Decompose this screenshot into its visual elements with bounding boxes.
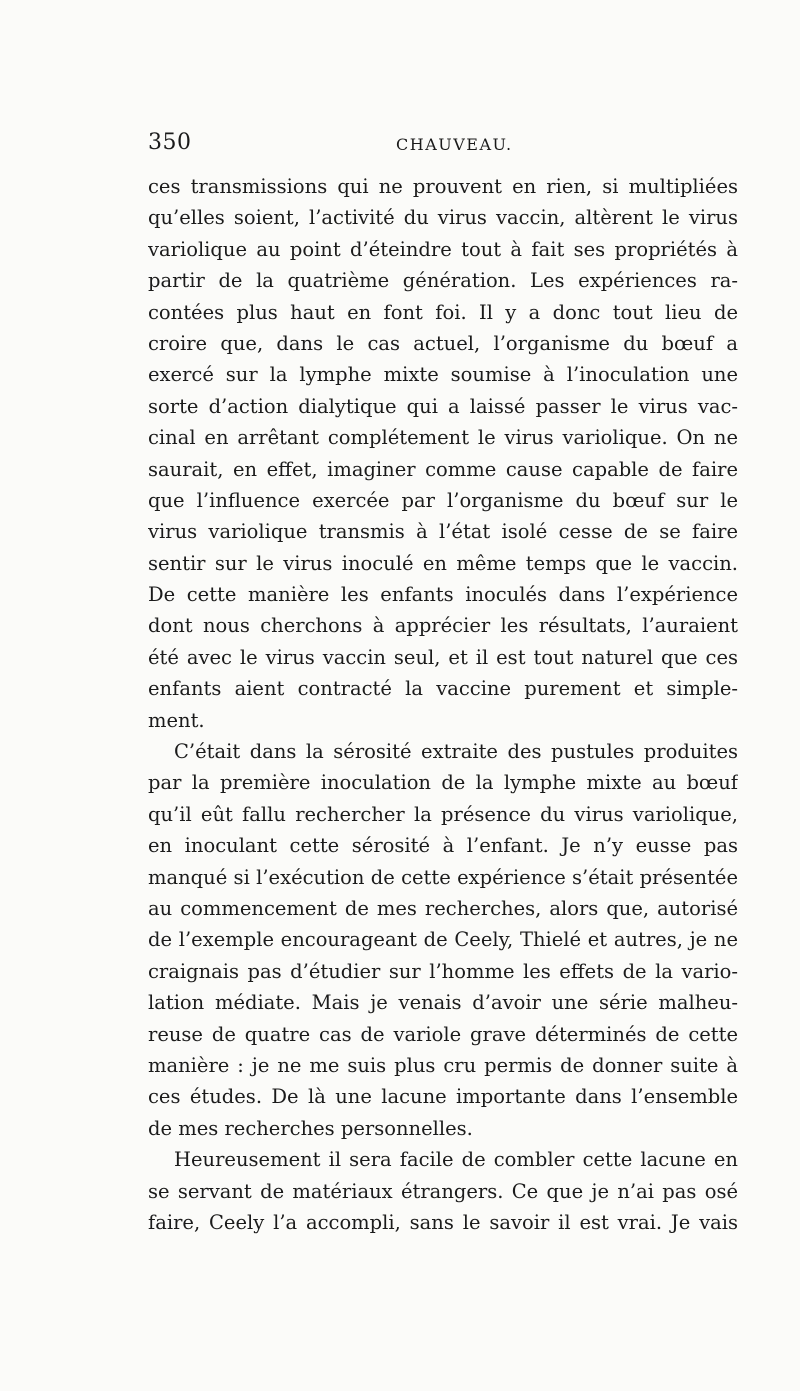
text-line: été avec le virus vaccin seul, et il est tout naturel que ces bbox=[148, 645, 738, 669]
text-line: de l’exemple encourageant de Ceely, Thielé et autres, je ne bbox=[148, 928, 738, 952]
text-line: dont nous cherchons à apprécier les résultats, l’auraient bbox=[148, 614, 738, 638]
text-line: au commencement de mes recherches, alors que, autorisé bbox=[148, 896, 738, 920]
text-line: enfants aient contracté la vaccine purement et simple- bbox=[148, 677, 738, 701]
text-line: partir de la quatrième génération. Les expériences ra- bbox=[148, 269, 738, 293]
text-line: reuse de quatre cas de variole grave déterminés de cette bbox=[148, 1022, 738, 1046]
text-line: qu’elles soient, l’activité du virus vaccin, altèrent le virus bbox=[148, 206, 738, 230]
text-line: sorte d’action dialytique qui a laissé passer le virus vac- bbox=[148, 394, 738, 418]
page-header bbox=[148, 130, 738, 160]
text-line: contées plus haut en font foi. Il y a donc tout lieu de bbox=[148, 300, 738, 324]
paragraph-2 bbox=[148, 736, 738, 1144]
page-number: 350 bbox=[148, 130, 192, 155]
body-text bbox=[148, 171, 738, 1238]
text-line: par la première inoculation de la lymphe mixte au bœuf bbox=[148, 771, 738, 795]
text-line: croire que, dans le cas actuel, l’organisme du bœuf a bbox=[148, 331, 738, 355]
text-line: C’était dans la sérosité extraite des pustules produites bbox=[174, 740, 738, 764]
text-line: que l’influence exercée par l’organisme du bœuf sur le bbox=[148, 488, 738, 512]
text-line: exercé sur la lymphe mixte soumise à l’inoculation une bbox=[148, 363, 738, 387]
text-line: en inoculant cette sérosité à l’enfant. Je n’y eusse pas bbox=[148, 834, 738, 858]
text-line: lation médiate. Mais je venais d’avoir une série malheu- bbox=[148, 991, 738, 1015]
text-line: de mes recherches personnelles. bbox=[148, 1116, 473, 1140]
text-line: cinal en arrêtant complétement le virus variolique. On ne bbox=[148, 426, 738, 450]
text-line: sentir sur le virus inoculé en même temps que le vaccin. bbox=[148, 551, 738, 575]
paragraph-3 bbox=[148, 1144, 738, 1238]
text-line: ment. bbox=[148, 708, 205, 732]
text-line: virus variolique transmis à l’état isolé cesse de se faire bbox=[148, 520, 738, 544]
paragraph-1 bbox=[148, 171, 738, 736]
text-line: variolique au point d’éteindre tout à fait ses propriétés à bbox=[148, 237, 738, 261]
text-line: se servant de matériaux étrangers. Ce que je n’ai pas osé bbox=[148, 1179, 738, 1203]
text-line: De cette manière les enfants inoculés dans l’expérience bbox=[148, 583, 738, 607]
text-line: ces transmissions qui ne prouvent en rien, si multipliées bbox=[148, 175, 738, 198]
text-line: saurait, en effet, imaginer comme cause capable de faire bbox=[148, 457, 738, 481]
running-head: CHAUVEAU. bbox=[396, 135, 513, 154]
text-line: craignais pas d’étudier sur l’homme les effets de la vario- bbox=[148, 959, 738, 983]
text-line: Heureusement il sera facile de combler cette lacune en bbox=[174, 1148, 738, 1172]
text-line: manqué si l’exécution de cette expérience s’était présentée bbox=[148, 865, 738, 889]
text-line: qu’il eût fallu rechercher la présence du virus variolique, bbox=[148, 802, 738, 826]
text-line: faire, Ceely l’a accompli, sans le savoir il est vrai. Je vais bbox=[148, 1210, 738, 1234]
text-line: ces études. De là une lacune importante dans l’ensemble bbox=[148, 1085, 738, 1109]
text-line: manière : je ne me suis plus cru permis de donner suite à bbox=[148, 1053, 738, 1077]
